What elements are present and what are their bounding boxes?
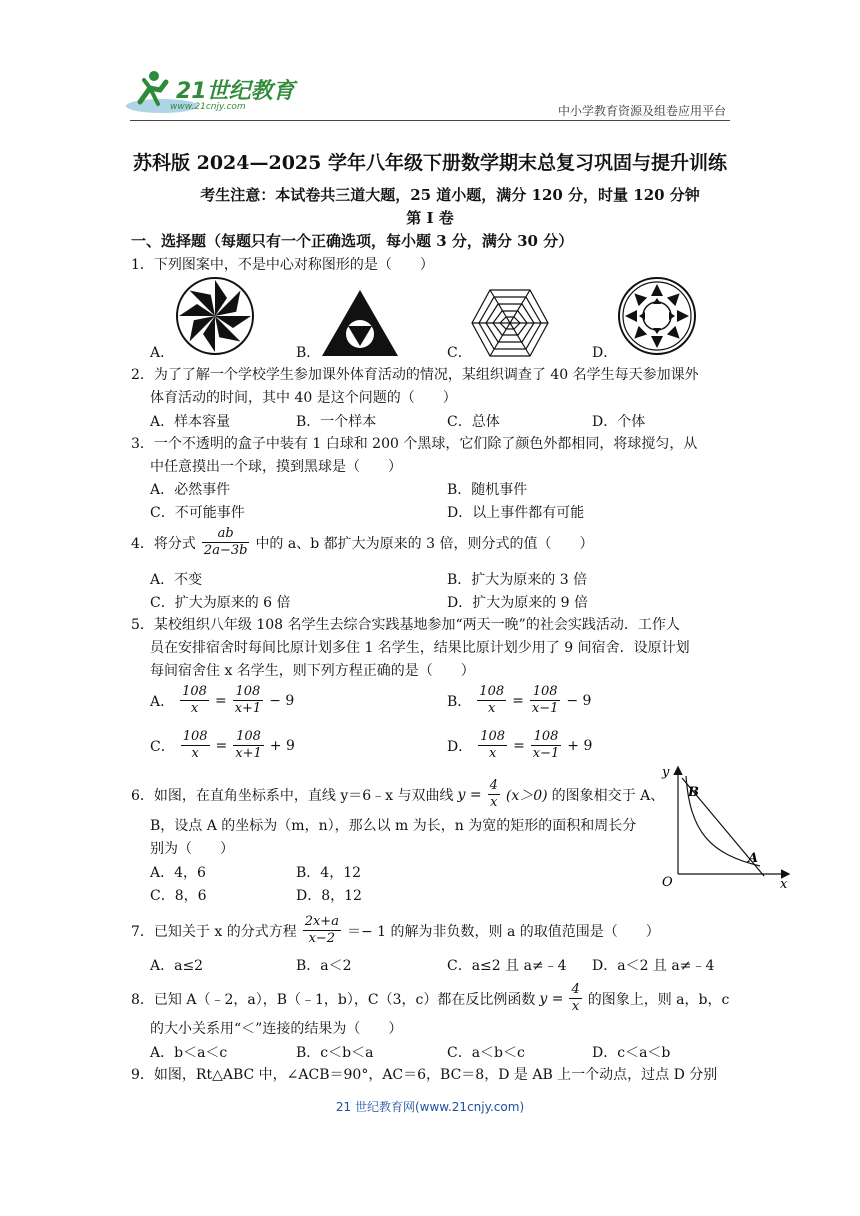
q7-option-b: B．a＜2 (296, 958, 352, 974)
q6-option-a: A．4，6 (150, 865, 206, 881)
q6-fraction: $\frac{4}{x}$ (489, 778, 498, 810)
q1-label-a: A． (150, 345, 175, 361)
q5b-left: $\frac{108}{x}$ (479, 684, 505, 716)
q1-figure-a (175, 276, 255, 360)
q7-option-c: C．a≤2 且 a≠﹣4 (447, 958, 567, 974)
question-4-stem (131, 526, 593, 559)
question-6-line1: 6．如图，在直角坐标系中，直线 y＝6﹣x 与双曲线 y = $\frac{4}{x}$ (x＞0) 的图象相交于 A、 (131, 778, 665, 810)
volume-label: 第 I 卷 (406, 209, 454, 227)
question-1-stem: 1．下列图案中，不是中心对称图形的是（ ） (131, 257, 434, 273)
q5-option-b: B． $\frac{108}{x}$ = $\frac{108}{x-1}$ − 9 (447, 684, 592, 716)
q2-option-a: A．样本容量 (150, 414, 231, 430)
q5a-right: $\frac{108}{x+1}$ (234, 684, 262, 716)
graph-y-label: y (662, 765, 670, 780)
q6-option-d: D．8，12 (296, 888, 362, 904)
q4-option-c: C．扩大为原来的 6 倍 (150, 595, 291, 611)
question-9-line1: 9．如图，Rt△ABC 中，∠ACB＝90°，AC＝6，BC＝8，D 是 AB 上一个动点，过点 D 分别 (131, 1067, 718, 1083)
question-2-line2: 体育活动的时间，其中 40 是这个问题的（ ） (150, 390, 457, 406)
graph-x-label: x (780, 877, 788, 890)
q5-option-c: C． $\frac{108}{x}$ = $\frac{108}{x+1}$ + 9 (150, 729, 295, 761)
q4-prefix: 4．将分式 (131, 535, 196, 552)
q5-option-a: A． $\frac{108}{x}$ = $\frac{108}{x+1}$ − 9 (150, 684, 295, 716)
q8-option-c: C．a＜b＜c (447, 1045, 525, 1061)
q6-option-c: C．8，6 (150, 888, 207, 904)
q5d-left: $\frac{108}{x}$ (480, 729, 506, 761)
q1-figure-c (470, 288, 550, 362)
q5c-right: $\frac{108}{x+1}$ (235, 729, 262, 761)
q8-option-d: D．c＜a＜b (592, 1045, 671, 1061)
q4-option-b: B．扩大为原来的 3 倍 (447, 572, 588, 588)
q1-label-b: B． (296, 345, 321, 361)
q3-option-c: C．不可能事件 (150, 505, 245, 521)
question-6-line3: 别为（ ） (150, 841, 234, 857)
question-5-line1: 5．某校组织八年级 108 名学生去综合实践基地参加“两天一晚”的社会实践活动．工作人 (131, 617, 680, 633)
q4-suffix: 中的 a、b 都扩大为原来的 3 倍，则分式的值（ ） (255, 535, 594, 552)
q2-option-c: C．总体 (447, 414, 500, 430)
exam-title: 苏科版 2024—2025 学年八年级下册数学期末总复习巩固与提升训练 (133, 152, 727, 174)
question-3-line2: 中任意摸出一个球，摸到黑球是（ ） (150, 459, 402, 475)
q4-option-d: D．扩大为原来的 9 倍 (447, 595, 589, 611)
question-2-line1: 2．为了了解一个学校学生参加课外体育活动的情况，某组织调查了 40 名学生每天参加课外 (131, 367, 699, 383)
exam-notice: 考生注意：本试卷共三道大题，25 道小题，满分 120 分，时量 120 分钟 (200, 186, 700, 204)
q7-option-a: A．a≤2 (150, 958, 204, 974)
footer-link[interactable]: 21 世纪教育网(www.21cnjy.com) (335, 1100, 525, 1114)
q5a-left: $\frac{108}{x}$ (182, 684, 207, 716)
platform-label: 中小学教育资源及组卷应用平台 (557, 104, 726, 118)
q1-figure-b (320, 288, 400, 362)
q2-option-b: B．一个样本 (296, 414, 377, 430)
section-heading: 一、选择题（每题只有一个正确选项，每小题 3 分，满分 30 分） (131, 232, 574, 250)
question-8-line2: 的大小关系用“＜”连接的结果为（ ） (150, 1021, 403, 1037)
q4-fraction (202, 526, 250, 559)
q3-option-d: D．以上事件都有可能 (447, 505, 585, 521)
q4-option-a: A．不变 (150, 572, 203, 588)
q6-graph (660, 762, 794, 894)
q4-frac-den: 2a−3b (203, 543, 248, 558)
q8-option-a: A．b＜a＜c (150, 1045, 228, 1061)
question-3-line1: 3．一个不透明的盒子中装有 1 白球和 200 个黑球，它们除了颜色外都相同，将球搅匀，从 (131, 436, 698, 452)
logo-url: www.21cnjy.com (170, 102, 246, 112)
q7-fraction: $\frac{2x+a}{x-2}$ (304, 914, 339, 946)
q5c-left: $\frac{108}{x}$ (182, 729, 208, 761)
q7-option-d: D．a＜2 且 a≠﹣4 (592, 958, 715, 974)
q8-option-b: B．c＜b＜a (296, 1045, 374, 1061)
q1-label-c: C． (447, 345, 472, 361)
question-5-line3: 每间宿舍住 x 名学生，则下列方程正确的是（ ） (150, 663, 475, 679)
logo-text: 21世纪教育 (176, 79, 295, 104)
q3-option-b: B．随机事件 (447, 482, 528, 498)
q5b-right: $\frac{108}{x-1}$ (531, 684, 559, 716)
graph-point-a: A (748, 851, 759, 866)
q4-frac-num: ab (202, 526, 250, 543)
q5-option-d: D． $\frac{108}{x}$ = $\frac{108}{x-1}$ + 9 (447, 729, 593, 761)
q1-figure-d (617, 276, 697, 360)
q3-option-a: A．必然事件 (150, 482, 231, 498)
header-divider (130, 120, 730, 121)
graph-point-b: B (688, 785, 699, 800)
question-5-line2: 员在安排宿舍时每间比原计划多住 1 名学生，结果比原计划少用了 9 间宿舍．设原计划 (150, 640, 690, 656)
question-7-stem: 7．已知关于 x 的分式方程 $\frac{2x+a}{x-2}$ ＝− 1 的解为非负数，则 a 的取值范围是（ ） (131, 914, 660, 946)
q2-option-d: D．个体 (592, 414, 646, 430)
q6-option-b: B．4，12 (296, 865, 362, 881)
q5d-right: $\frac{108}{x-1}$ (532, 729, 560, 761)
q1-label-d: D． (592, 345, 618, 361)
graph-origin-label: O (662, 875, 673, 890)
question-8-line1: 8．已知 A（﹣2，a），B（﹣1，b），C（3，c）都在反比例函数 y = $\frac{4}{x}$ 的图象上，则 a，b，c (131, 982, 730, 1014)
q8-fraction: $\frac{4}{x}$ (571, 982, 580, 1014)
question-6-line2: B，设点 A 的坐标为（m，n），那么以 m 为长，n 为宽的矩形的面积和周长分 (150, 818, 637, 834)
